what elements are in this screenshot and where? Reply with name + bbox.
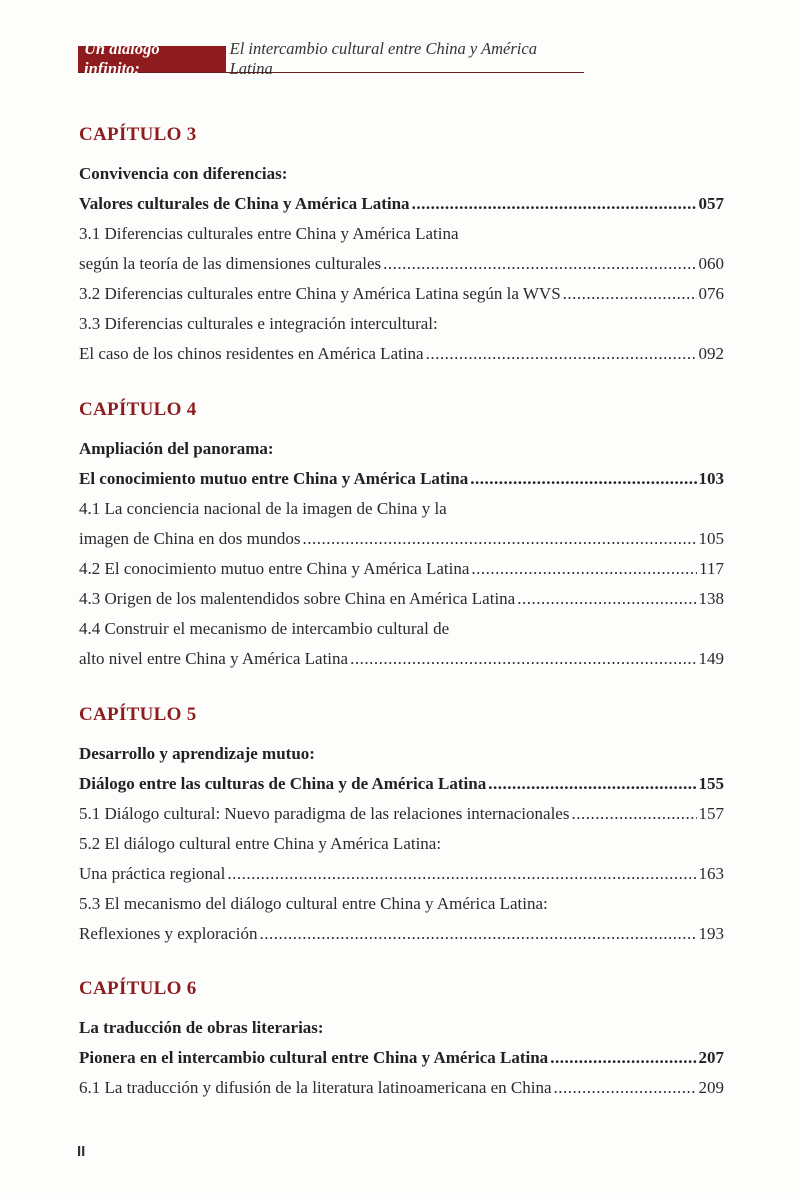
toc-entry[interactable] bbox=[79, 554, 724, 584]
dot-leader bbox=[302, 524, 696, 554]
toc-entry[interactable] bbox=[79, 339, 724, 369]
chapter-title: La traducción de obras literarias: bbox=[79, 1018, 324, 1037]
chapter-5 bbox=[79, 704, 724, 949]
dot-leader bbox=[412, 189, 697, 219]
entry-page: 193 bbox=[698, 924, 724, 943]
toc-entry[interactable] bbox=[79, 644, 724, 674]
entry-page: 209 bbox=[698, 1078, 724, 1097]
chapter-title: Convivencia con diferencias: bbox=[79, 164, 288, 183]
chapter-title: Ampliación del panorama: bbox=[79, 439, 274, 458]
toc-entry[interactable] bbox=[79, 524, 724, 554]
dot-leader bbox=[554, 1073, 697, 1103]
entry-line1: 4.4 Construir el mecanismo de intercambio cultural de bbox=[79, 619, 450, 638]
entry-page: 117 bbox=[699, 559, 724, 578]
chapter-title: Desarrollo y aprendizaje mutuo: bbox=[79, 744, 315, 763]
entry-title: Una práctica regional bbox=[79, 864, 226, 883]
entry-page: 138 bbox=[698, 589, 724, 608]
entry-page: 103 bbox=[698, 469, 724, 488]
entry-page: 207 bbox=[698, 1048, 724, 1067]
dot-leader bbox=[259, 919, 696, 949]
entry-page: 092 bbox=[698, 344, 724, 363]
book-title-tag: Un diálogo infinito: bbox=[78, 46, 226, 72]
entry-page: 155 bbox=[698, 774, 724, 793]
entry-page: 149 bbox=[698, 649, 724, 668]
toc-entry[interactable] bbox=[79, 584, 724, 614]
entry-line1: 4.1 La conciencia nacional de la imagen de China y la bbox=[79, 499, 447, 518]
entry-title: alto nivel entre China y América Latina bbox=[79, 649, 349, 668]
chapter-6 bbox=[79, 978, 724, 1103]
entry-title: El conocimiento mutuo entre China y América Latina bbox=[79, 469, 469, 488]
dot-leader bbox=[350, 644, 696, 674]
entry-page: 157 bbox=[698, 804, 724, 823]
dot-leader bbox=[383, 249, 696, 279]
toc-entry[interactable] bbox=[79, 859, 724, 889]
toc-entry[interactable] bbox=[79, 249, 724, 279]
dot-leader bbox=[470, 464, 696, 494]
dot-leader bbox=[550, 1043, 696, 1073]
dot-leader bbox=[227, 859, 696, 889]
toc-entry[interactable] bbox=[79, 799, 724, 829]
entry-title: Diálogo entre las culturas de China y de América Latina bbox=[79, 774, 487, 793]
chapter-main-entry[interactable] bbox=[79, 189, 724, 219]
entry-title: según la teoría de las dimensiones culturales bbox=[79, 254, 382, 273]
entry-line1: 5.3 El mecanismo del diálogo cultural entre China y América Latina: bbox=[79, 894, 548, 913]
running-header bbox=[78, 39, 584, 78]
entry-page: 105 bbox=[698, 529, 724, 548]
dot-leader bbox=[517, 584, 696, 614]
chapter-main-entry[interactable] bbox=[79, 1043, 724, 1073]
entry-page: 076 bbox=[698, 284, 724, 303]
chapter-main-entry[interactable] bbox=[79, 464, 724, 494]
chapter-main-entry[interactable] bbox=[79, 769, 724, 799]
dot-leader bbox=[426, 339, 697, 369]
toc-entry[interactable] bbox=[79, 919, 724, 949]
entry-title: 3.2 Diferencias culturales entre China y América Latina según la WVS bbox=[79, 284, 561, 303]
book-subtitle: El intercambio cultural entre China y América Latina bbox=[229, 39, 537, 78]
entry-title: Pionera en el intercambio cultural entre China y América Latina bbox=[79, 1048, 549, 1067]
chapter-number: CAPÍTULO 6 bbox=[79, 978, 197, 999]
chapter-4 bbox=[79, 399, 724, 674]
chapter-3 bbox=[79, 124, 724, 369]
chapter-number: CAPÍTULO 5 bbox=[79, 704, 197, 725]
toc-entry[interactable] bbox=[79, 279, 724, 309]
dot-leader bbox=[471, 554, 697, 584]
dot-leader bbox=[563, 279, 697, 309]
entry-title: 4.2 El conocimiento mutuo entre China y América Latina bbox=[79, 559, 470, 578]
entry-page: 060 bbox=[698, 254, 724, 273]
page-number: II bbox=[77, 1143, 86, 1160]
dot-leader bbox=[571, 799, 696, 829]
entry-page: 163 bbox=[698, 864, 724, 883]
entry-line1: 3.1 Diferencias culturales entre China y América Latina bbox=[79, 224, 459, 243]
entry-page: 057 bbox=[698, 194, 724, 213]
entry-title: 6.1 La traducción y difusión de la literatura latinoamericana en China bbox=[79, 1078, 552, 1097]
entry-title: Reflexiones y exploración bbox=[79, 924, 258, 943]
entry-title: El caso de los chinos residentes en América Latina bbox=[79, 344, 424, 363]
entry-line1: 3.3 Diferencias culturales e integración intercultural: bbox=[79, 314, 438, 333]
entry-line1: 5.2 El diálogo cultural entre China y América Latina: bbox=[79, 834, 442, 853]
entry-title: 4.3 Origen de los malentendidos sobre China en América Latina bbox=[79, 589, 516, 608]
entry-title: Valores culturales de China y América Latina bbox=[79, 194, 410, 213]
entry-title: 5.1 Diálogo cultural: Nuevo paradigma de las relaciones internacionales bbox=[79, 804, 570, 823]
toc-entry[interactable] bbox=[79, 1073, 724, 1103]
chapter-number: CAPÍTULO 3 bbox=[79, 124, 197, 145]
dot-leader bbox=[488, 769, 696, 799]
entry-title: imagen de China en dos mundos bbox=[79, 529, 301, 548]
chapter-number: CAPÍTULO 4 bbox=[79, 399, 197, 420]
